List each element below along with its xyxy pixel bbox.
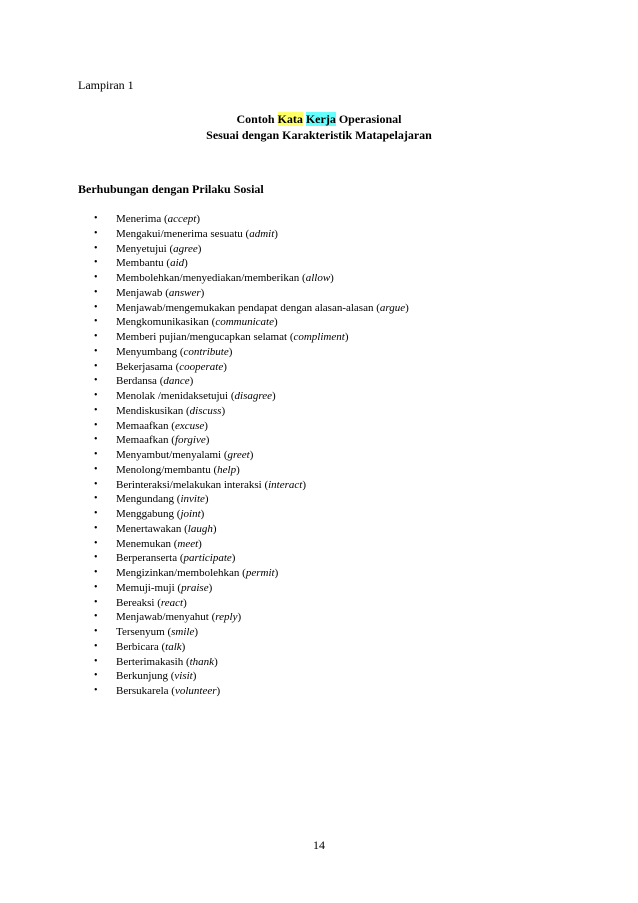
verb-entry: Berdansa (dance) [116, 375, 194, 388]
verb-entry: Memberi pujian/mengucapkan selamat (compliment) [116, 331, 349, 343]
verb-entry: Menggabung (joint) [116, 508, 205, 520]
verb-entry: Membantu (aid) [116, 257, 188, 270]
verb-entry: Menjawab/mengemukakan pendapat dengan alasan-alasan (argue) [116, 301, 409, 314]
verb-indonesian: Membolehkan/menyediakan/memberikan [116, 272, 300, 284]
verb-english: invite [180, 493, 205, 506]
verb-indonesian: Mendiskusikan [116, 404, 184, 417]
verb-entry: Memaafkan (forgive) [116, 434, 210, 447]
verb-indonesian: Membantu [116, 257, 164, 270]
bullet-icon: • [94, 434, 98, 446]
verb-english: greet [227, 449, 250, 461]
verb-indonesian: Berperanserta [116, 552, 178, 565]
verb-english: smile [171, 626, 195, 638]
page-number: 14 [313, 838, 325, 852]
verb-indonesian: Bekerjasama [116, 360, 173, 373]
bullet-icon: • [94, 272, 98, 283]
title-word-operasional: Operasional [338, 112, 402, 126]
section-heading: Berhubungan dengan Prilaku Sosial [78, 182, 264, 196]
title-word-kata-highlighted: Kata [277, 112, 303, 126]
verb-english: forgive [174, 434, 206, 447]
verb-english: allow [305, 272, 331, 284]
verb-entry: Menjawab/menyahut (reply) [116, 611, 242, 624]
verb-entry: Menyumbang (contribute) [116, 345, 233, 358]
verb-indonesian: Mengakui/menerima sesuatu [116, 227, 243, 240]
verb-entry: Menjawab (answer) [116, 286, 205, 299]
verb-indonesian: Tersenyum [116, 626, 165, 638]
verb-indonesian: Berinteraksi/melakukan interaksi [116, 478, 262, 491]
bullet-icon: • [94, 493, 98, 505]
verb-english: joint [180, 508, 201, 520]
bullet-icon: • [94, 581, 98, 593]
verb-entry: Menemukan (meet) [116, 537, 202, 550]
verb-english: contribute [183, 345, 229, 358]
bullet-icon: • [94, 640, 98, 652]
verb-indonesian: Menemukan [116, 537, 171, 550]
verb-entry: Bereaksi (react) [116, 596, 187, 609]
verb-entry: Berperanserta (participate) [116, 552, 236, 565]
verb-entry: Bekerjasama (cooperate) [116, 360, 227, 373]
verb-indonesian: Menggabung [116, 508, 175, 520]
verb-entry: Menertawakan (laugh) [116, 522, 217, 535]
bullet-icon: • [94, 213, 98, 224]
verb-indonesian: Berbicara [116, 640, 159, 653]
verb-indonesian: Menjawab/menyahut [116, 611, 209, 624]
verb-english: accept [167, 213, 197, 225]
verb-entry: Mengakui/menerima sesuatu (admit) [116, 227, 278, 240]
verb-indonesian: Menjawab/mengemukakan pendapat dengan alasan-alasan [116, 301, 374, 314]
bullet-icon: • [94, 508, 98, 519]
verb-entry: Menyambut/menyalami (greet) [116, 449, 254, 461]
bullet-icon: • [94, 390, 98, 401]
verb-indonesian: Menyumbang [116, 345, 178, 358]
appendix-label: Lampiran 1 [78, 78, 134, 92]
verb-english: disagree [234, 390, 273, 402]
bullet-icon: • [94, 522, 98, 534]
verb-english: reply [215, 611, 238, 624]
verb-indonesian: Bereaksi [116, 596, 155, 609]
bullet-icon: • [94, 596, 98, 608]
bullet-icon: • [94, 463, 98, 475]
verb-entry: Berbicara (talk) [116, 640, 186, 653]
verb-indonesian: Berterimakasih [116, 655, 184, 668]
verb-english: thank [189, 655, 215, 668]
verb-indonesian: Menyetujui [116, 242, 167, 255]
verb-english: admit [249, 227, 275, 240]
verb-entry: Menyetujui (agree) [116, 242, 202, 255]
verb-english: compliment [293, 331, 345, 343]
verb-indonesian: Menolak /menidaksetujui [116, 390, 229, 402]
verb-indonesian: Berkunjung [116, 670, 168, 683]
verb-english: meet [177, 537, 199, 550]
verb-indonesian: Memberi pujian/mengucapkan selamat [116, 331, 288, 343]
verb-entry: Memaafkan (excuse) [116, 419, 208, 432]
verb-english: laugh [187, 522, 213, 535]
verb-english: discuss [189, 404, 222, 417]
verb-indonesian: Menjawab [116, 286, 163, 299]
verb-english: answer [168, 286, 201, 299]
verb-entry: Mengizinkan/membolehkan (permit) [116, 567, 279, 579]
title-line-1 [0, 111, 638, 127]
verb-english: argue [379, 301, 406, 314]
verb-indonesian: Berdansa [116, 375, 157, 388]
bullet-icon: • [94, 685, 98, 696]
bullet-icon: • [94, 537, 98, 549]
bullet-icon: • [94, 419, 98, 431]
verb-english: communicate [215, 316, 274, 329]
verb-english: help [217, 463, 237, 476]
verb-entry: Berterimakasih (thank) [116, 655, 218, 668]
verb-indonesian: Memuji-muji [116, 581, 175, 594]
verb-indonesian: Menolong/membantu [116, 463, 211, 476]
verb-indonesian: Mengundang [116, 493, 175, 506]
verb-english: cooperate [179, 360, 224, 373]
verb-english: react [160, 596, 184, 609]
bullet-icon: • [94, 301, 98, 313]
verb-english: aid [170, 257, 185, 270]
verb-english: praise [181, 581, 209, 594]
verb-entry: Bersukarela (volunteer) [116, 685, 221, 697]
verb-indonesian: Mengkomunikasikan [116, 316, 209, 329]
verb-indonesian: Menerima [116, 213, 162, 225]
bullet-icon: • [94, 567, 98, 578]
verb-entry: Menolong/membantu (help) [116, 463, 240, 476]
verb-english: visit [174, 670, 193, 683]
verb-english: agree [173, 242, 198, 255]
verb-english: interact [268, 478, 303, 491]
verb-entry: Tersenyum (smile) [116, 626, 199, 638]
verb-indonesian: Mengizinkan/membolehkan [116, 567, 240, 579]
bullet-icon: • [94, 552, 98, 564]
bullet-icon: • [94, 375, 98, 387]
verb-entry: Mengundang (invite) [116, 493, 209, 506]
verb-english: participate [183, 552, 232, 565]
verb-entry: Mendiskusikan (discuss) [116, 404, 226, 417]
title-line-2: Sesuai dengan Karakteristik Matapelajaran [206, 128, 432, 142]
verb-indonesian: Menyambut/menyalami [116, 449, 222, 461]
bullet-icon: • [94, 227, 98, 239]
title-word-kerja-highlighted: Kerja [305, 112, 336, 126]
verb-indonesian: Memaafkan [116, 419, 169, 432]
bullet-icon: • [94, 655, 98, 667]
bullet-icon: • [94, 257, 98, 269]
verb-english: volunteer [174, 685, 217, 697]
title-word-contoh: Contoh [236, 112, 275, 126]
verb-english: dance [163, 375, 190, 388]
verb-indonesian: Memaafkan [116, 434, 169, 447]
bullet-icon: • [94, 670, 98, 682]
bullet-icon: • [94, 404, 98, 416]
bullet-icon: • [94, 626, 98, 637]
verb-english: permit [245, 567, 275, 579]
bullet-icon: • [94, 449, 98, 460]
document-title [0, 111, 638, 143]
bullet-icon: • [94, 360, 98, 372]
verb-entry: Membolehkan/menyediakan/memberikan (allow) [116, 272, 334, 284]
bullet-icon: • [94, 345, 98, 357]
verb-entry: Berkunjung (visit) [116, 670, 197, 683]
verb-entry: Mengkomunikasikan (communicate) [116, 316, 278, 329]
bullet-icon: • [94, 478, 98, 490]
verb-entry: Memuji-muji (praise) [116, 581, 213, 594]
verb-english: talk [165, 640, 182, 653]
verb-english: excuse [174, 419, 205, 432]
verb-entry: Berinteraksi/melakukan interaksi (interact) [116, 478, 307, 491]
bullet-icon: • [94, 316, 98, 328]
verb-indonesian: Bersukarela [116, 685, 169, 697]
verb-indonesian: Menertawakan [116, 522, 182, 535]
bullet-icon: • [94, 242, 98, 254]
bullet-icon: • [94, 286, 98, 298]
verb-entry: Menolak /menidaksetujui (disagree) [116, 390, 276, 402]
bullet-icon: • [94, 331, 98, 342]
bullet-icon: • [94, 611, 98, 623]
verb-entry: Menerima (accept) [116, 213, 200, 225]
